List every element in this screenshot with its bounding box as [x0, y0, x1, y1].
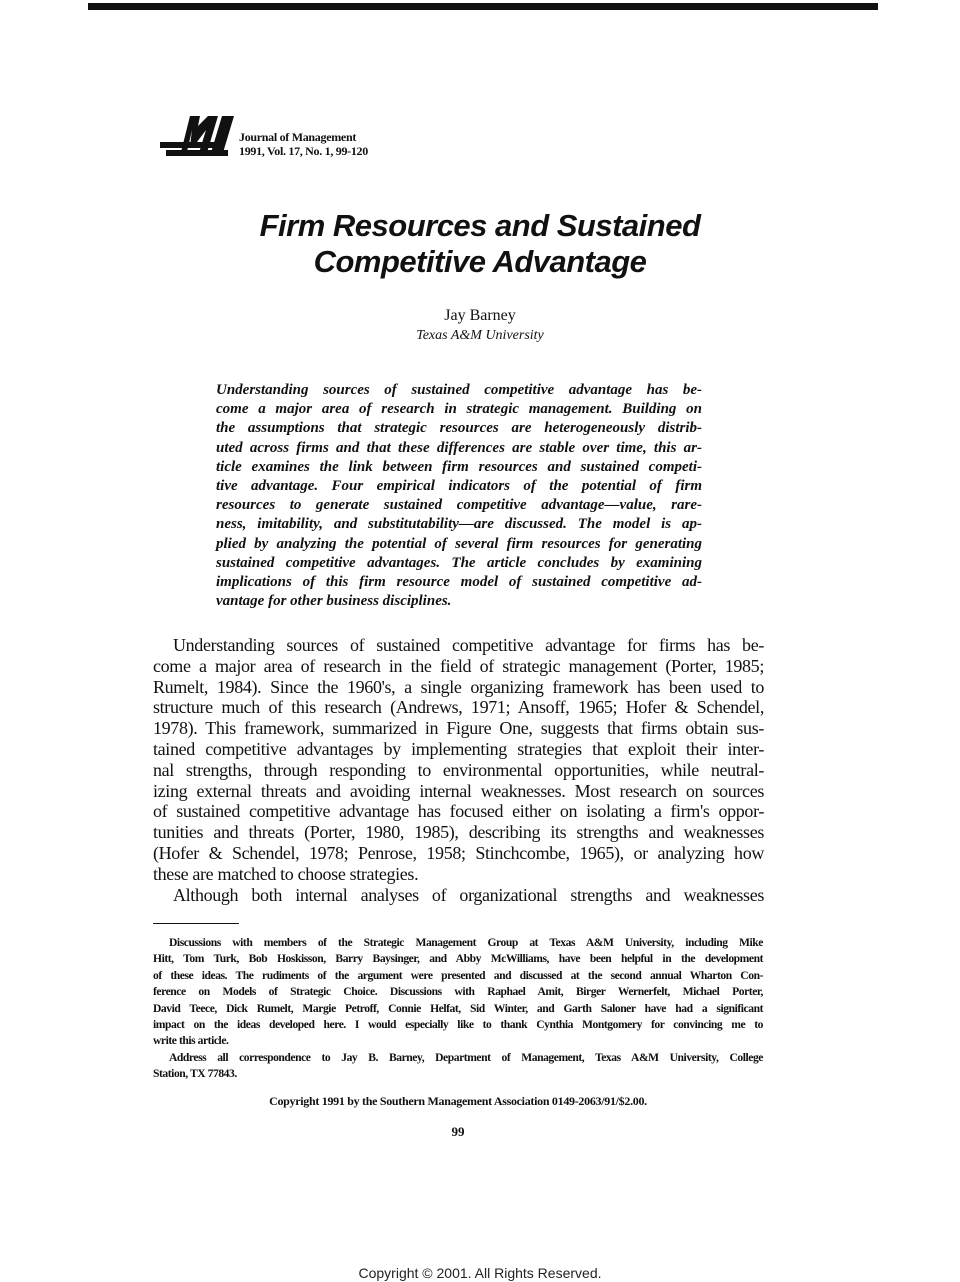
footnote-line: David Teece, Dick Rumelt, Margie Petroff, Connie Helfat, Sid Winter, and Garth Saloner have had a significant — [153, 1001, 763, 1015]
top-scan-bar — [88, 3, 878, 10]
footnote-line: of these ideas. The rudiments of the argument were presented and discussed at the second annual Wharton Con- — [153, 968, 763, 982]
body-line: 1978). This framework, summarized in Figure One, suggests that firms obtain sus- — [153, 718, 764, 739]
author-name: Jay Barney — [444, 307, 516, 324]
footnote-line: Address all correspondence to Jay B. Barney, Department of Management, Texas A&M University, College — [169, 1050, 763, 1064]
article-title — [150, 208, 810, 280]
footnote-line: Station, TX 77843. — [153, 1067, 237, 1081]
footnote-line: write this article. — [153, 1034, 229, 1048]
abstract-line: uted across firms and that these differences are stable over time, this ar- — [216, 439, 702, 456]
footnote-line: Discussions with members of the Strategic Management Group at Texas A&M University, including Mike — [169, 936, 763, 949]
body-text — [153, 635, 764, 905]
body-line: Understanding sources of sustained competitive advantage for firms has be- — [173, 635, 764, 655]
footnote-line: Hitt, Tom Turk, Bob Hoskisson, Barry Baysinger, and Abby McWilliams, have been helpful in the development — [153, 952, 763, 966]
journal-name: Journal of Management — [239, 130, 357, 144]
abstract-line: the assumptions that strategic resources are heterogeneously distrib- — [216, 420, 702, 437]
page-number: 99 — [451, 1124, 465, 1139]
author-affiliation: Texas A&M University — [416, 328, 544, 343]
footnote-divider — [153, 923, 239, 924]
footnote-line: impact on the ideas developed here. I would especially like to thank Cynthia Montgomery for convincing me to — [153, 1018, 763, 1032]
abstract-line: plied by analyzing the potential of several firm resources for generating — [216, 535, 702, 552]
body-line: these are matched to choose strategies. — [153, 863, 419, 884]
title-line: Firm Resources and Sustained — [259, 208, 701, 243]
rights-notice: Copyright © 2001. All Rights Reserved. — [358, 1265, 602, 1281]
abstract-line: come a major area of research in strategic management. Building on — [216, 401, 702, 418]
journal-logo — [160, 112, 236, 160]
abstract — [216, 381, 702, 611]
abstract-line: resources to generate sustained competitive advantage—value, rare- — [216, 497, 702, 514]
journal-info — [239, 130, 368, 158]
abstract-line: vantage for other business disciplines. — [216, 593, 452, 610]
abstract-line: sustained competitive advantages. The article concludes by examining — [216, 554, 702, 571]
footnote-line: ference on Models of Strategic Choice. Discussions with Raphael Amit, Birger Wernerfelt, Michael Porter, — [153, 985, 763, 999]
body-line: (Hofer & Schendel, 1978; Penrose, 1958; Stinchcombe, 1965), or analyzing how — [153, 842, 764, 863]
journal-citation: 1991, Vol. 17, No. 1, 99-120 — [239, 144, 368, 158]
journal-logo-mark — [160, 116, 234, 156]
body-line: Although both internal analyses of organizational strengths and weaknesses — [173, 884, 764, 905]
body-line: Rumelt, 1984). Since the 1960's, a single organizing framework has been used to — [153, 676, 764, 697]
body-line: structure much of this research (Andrews, 1971; Ansoff, 1965; Hofer & Schendel, — [153, 697, 764, 718]
body-line: tunities and threats (Porter, 1980, 1985), describing its strengths and weaknesses — [153, 822, 764, 843]
abstract-line: ness, imitability, and substitutability—are discussed. The model is ap- — [216, 516, 702, 533]
body-line: tained competitive advantages by implementing strategies that exploit their inter- — [153, 738, 764, 759]
footnote — [153, 935, 763, 1083]
abstract-line: ticle examines the link between firm resources and sustained competi- — [216, 458, 702, 475]
body-line: izing external threats and avoiding internal weaknesses. Most research on sources — [153, 780, 764, 801]
abstract-line: implications of this firm resource model of sustained competitive ad- — [216, 574, 702, 591]
body-line: nal strengths, through responding to environmental opportunities, while neutral- — [153, 759, 764, 780]
copyright-line: Copyright 1991 by the Southern Management Association 0149-2063/91/$2.00. — [269, 1094, 647, 1108]
abstract-line: tive advantage. Four empirical indicators of the potential of firm — [216, 478, 702, 495]
body-line: come a major area of research in the field of strategic management (Porter, 1985; — [153, 655, 764, 676]
body-line: of sustained competitive advantage has focused either on isolating a firm's oppor- — [153, 801, 764, 822]
title-line: Competitive Advantage — [313, 244, 647, 279]
abstract-line: Understanding sources of sustained competitive advantage has be- — [216, 382, 702, 398]
